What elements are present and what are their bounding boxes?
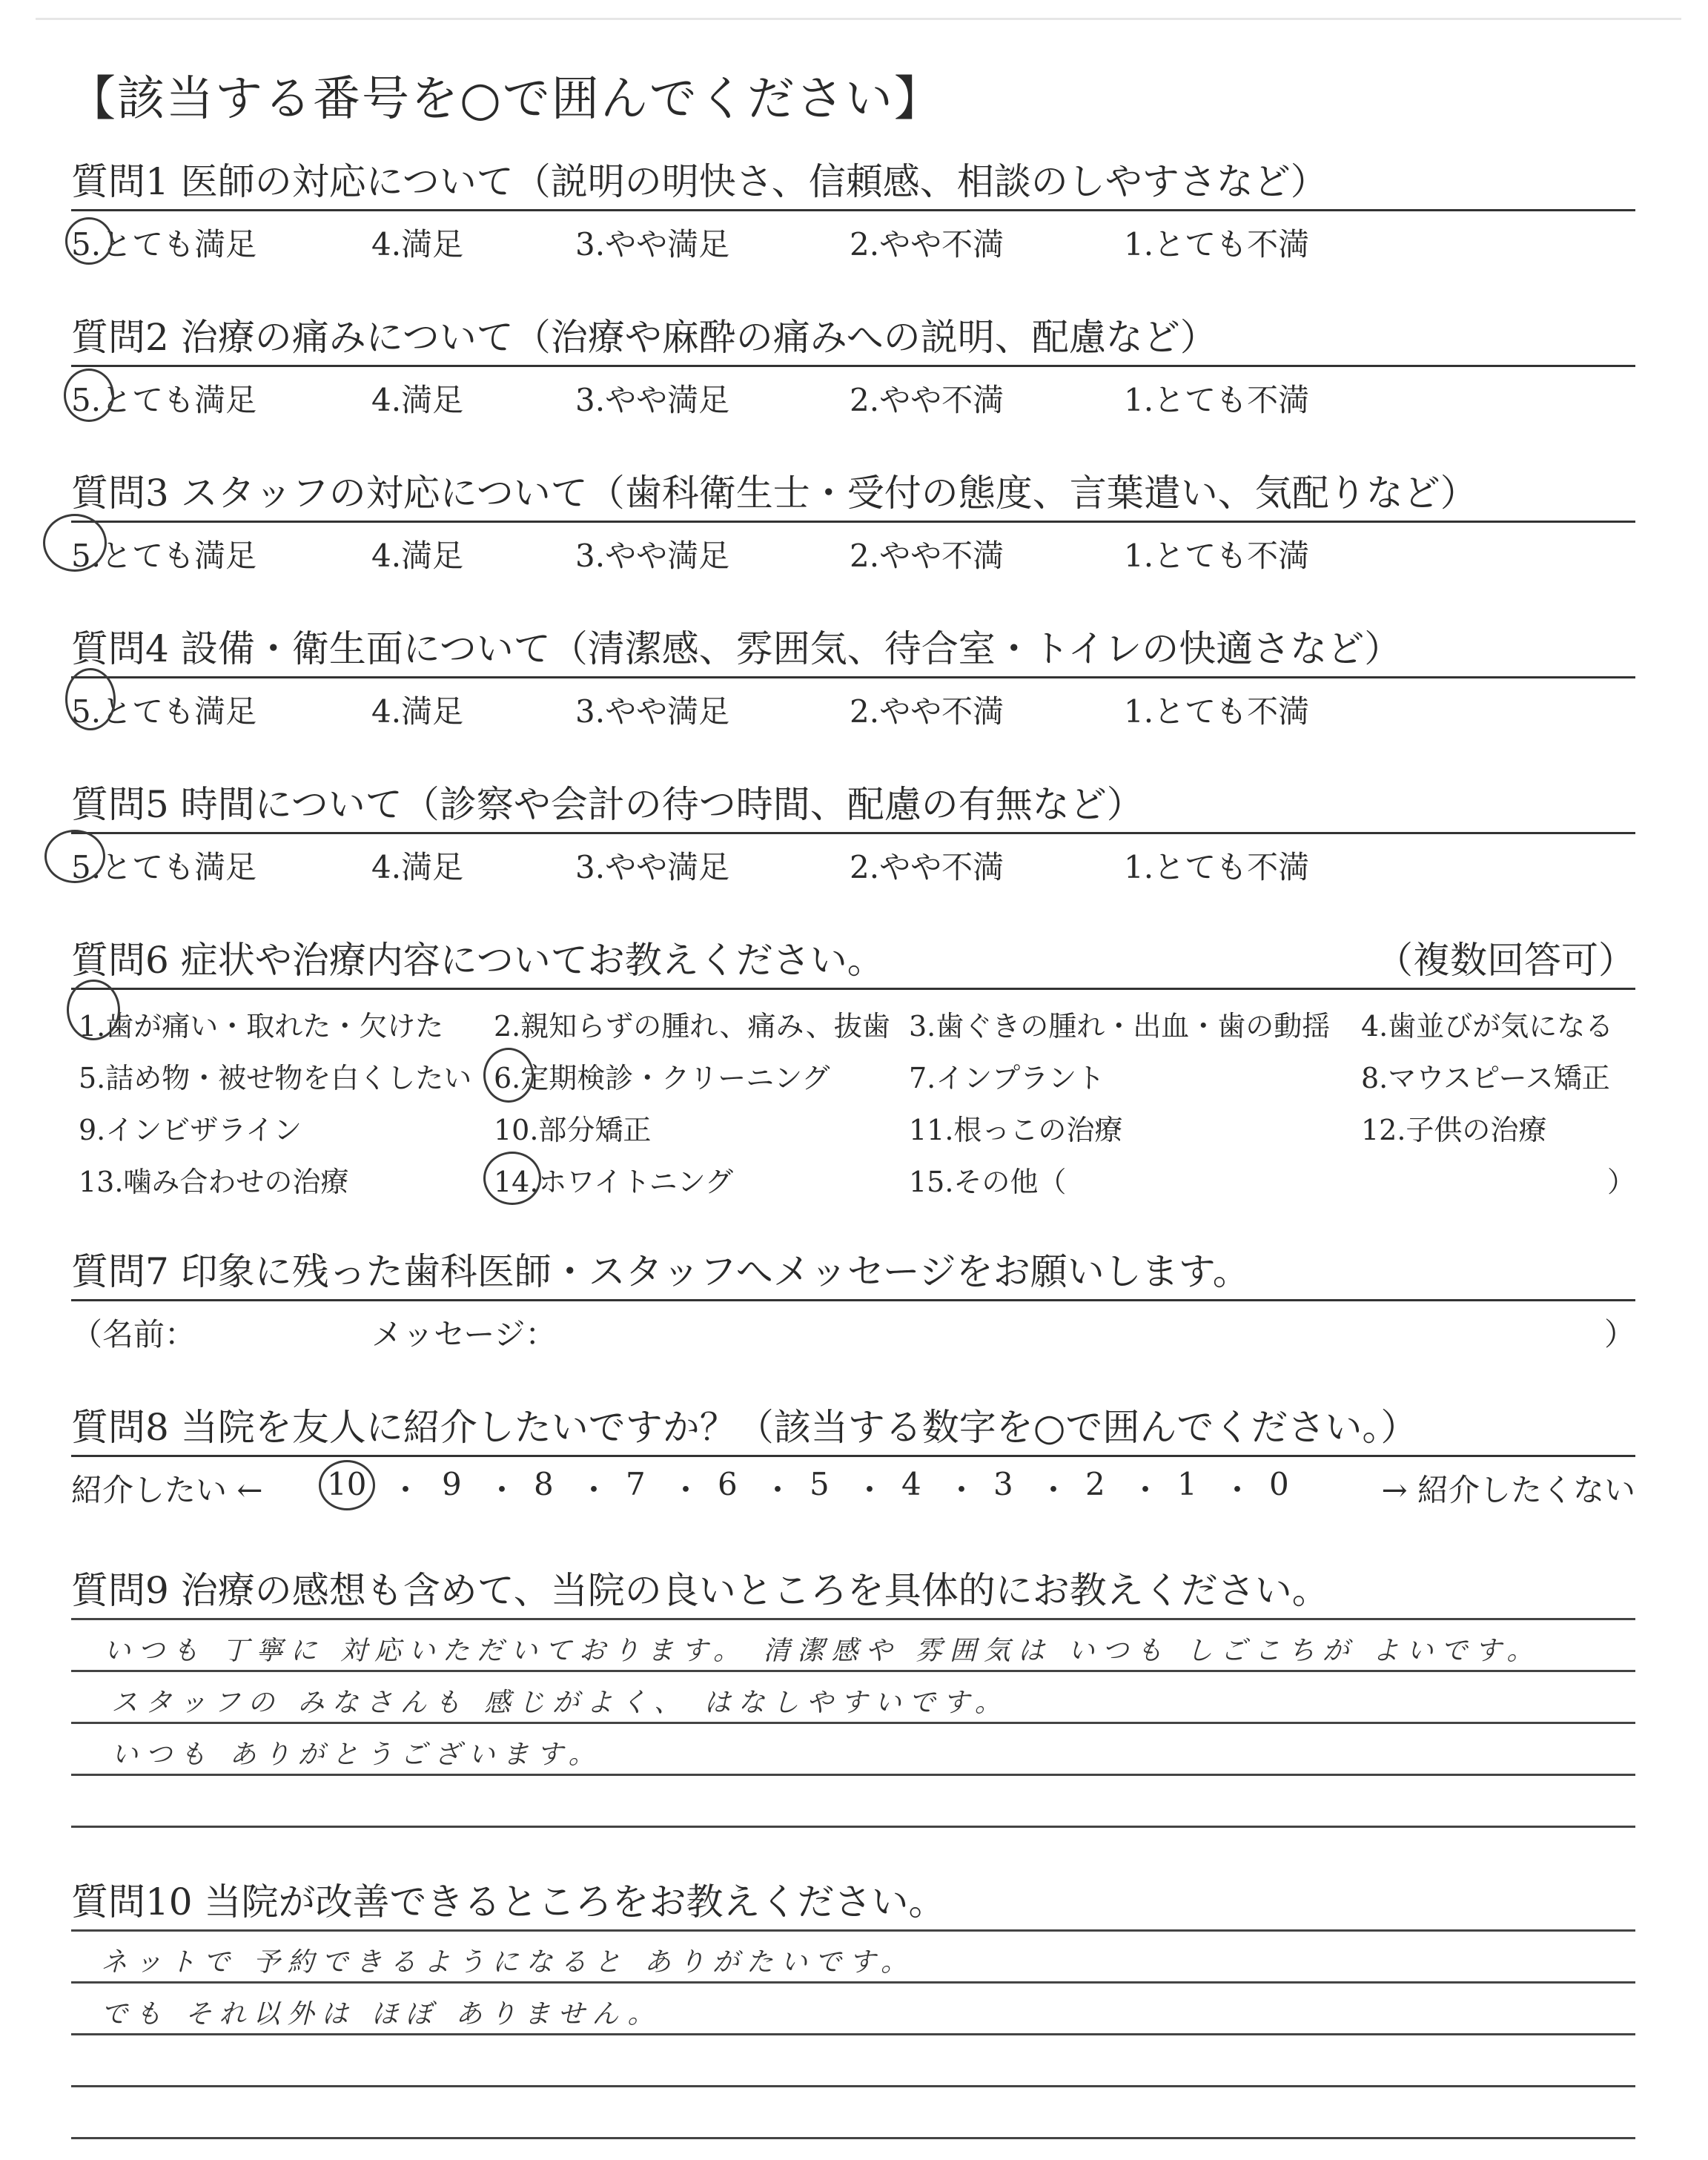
scale-right-label: → 紹介したくない: [1381, 1472, 1635, 1508]
option-3[interactable]: 3.やや満足: [575, 693, 730, 730]
scale-10[interactable]: 10: [327, 1466, 367, 1502]
multi-answer-note: （複数回答可）: [1376, 939, 1635, 982]
scale-dot: ・: [1222, 1472, 1254, 1508]
option-3[interactable]: 3.やや満足: [575, 382, 730, 418]
question-8: [71, 1401, 1635, 1510]
option-1[interactable]: 1.とても不満: [1124, 849, 1310, 885]
selection-circle: [483, 1152, 541, 1205]
question-text: 質問6 症状や治療内容についてお教えください。: [71, 939, 884, 982]
option-3[interactable]: 3.やや満足: [575, 226, 730, 262]
rating-options: [71, 678, 1635, 732]
scale-dot: ・: [390, 1472, 422, 1508]
selection-circle: [65, 668, 116, 730]
scale-dot: ・: [670, 1472, 702, 1508]
page-title: 【該当する番号を○で囲んでください】: [68, 72, 943, 127]
rating-options: [71, 367, 1635, 420]
selection-circle: [65, 217, 113, 265]
question-title: 質問3 スタッフの対応について（歯科衛生士・受付の態度、言葉遣い、気配りなど）: [71, 472, 1477, 515]
question-title: 質問9 治療の感想も含めて、当院の良いところを具体的にお教えください。: [71, 1569, 1329, 1612]
question-4: [71, 623, 1635, 732]
option-6[interactable]: 6.定期検診・クリーニング: [494, 1062, 830, 1094]
name-label: （名前：: [71, 1316, 196, 1353]
scale-dot: ・: [1038, 1472, 1070, 1508]
option-1[interactable]: 1.歯が痛い・取れた・欠けた: [79, 1010, 444, 1043]
message-row: [71, 1301, 1635, 1355]
option-4[interactable]: 4.歯並びが気になる: [1361, 1010, 1614, 1043]
scale-dot: ・: [1130, 1472, 1162, 1508]
option-14[interactable]: 14.ホワイトニング: [494, 1166, 734, 1198]
handwritten-answer: ネットで 予約できるようになると ありがたいです。: [101, 1947, 916, 1978]
question-5: [71, 779, 1635, 888]
scale-left-label: 紹介したい ←: [71, 1472, 263, 1508]
question-1: [71, 156, 1635, 265]
option-12[interactable]: 12.子供の治療: [1361, 1114, 1547, 1146]
option-5[interactable]: 5.とても満足: [71, 849, 257, 885]
recommend-scale: [71, 1457, 1635, 1510]
scale-7[interactable]: 7: [626, 1466, 646, 1502]
selection-circle: [319, 1460, 375, 1510]
option-1[interactable]: 1.とても不満: [1124, 693, 1310, 730]
question-2: [71, 311, 1635, 420]
scale-9[interactable]: 9: [442, 1466, 462, 1502]
question-title: 質問4 設備・衛生面について（清潔感、雰囲気、待合室・トイレの快適さなど）: [71, 627, 1402, 670]
scale-dot: ・: [762, 1472, 794, 1508]
rating-options: [71, 211, 1635, 265]
top-border: [36, 18, 1681, 20]
option-2[interactable]: 2.親知らずの腫れ、痛み、抜歯: [494, 1010, 890, 1043]
option-4[interactable]: 4.満足: [371, 226, 464, 262]
option-2[interactable]: 2.やや不満: [850, 849, 1004, 885]
option-11[interactable]: 11.根っこの治療: [909, 1114, 1123, 1146]
answer-line: [71, 1670, 1635, 1672]
question-title: 質問5 時間について（診察や会計の待つ時間、配慮の有無など）: [71, 783, 1144, 826]
option-7[interactable]: 7.インプラント: [909, 1062, 1105, 1094]
handwritten-answer: でも それ以外は ほぼ ありません。: [101, 1999, 662, 2029]
selection-circle: [64, 369, 114, 422]
scale-8[interactable]: 8: [534, 1466, 554, 1502]
question-title: [71, 934, 1635, 986]
scale-dot: ・: [578, 1472, 610, 1508]
option-1[interactable]: 1.とても不満: [1124, 538, 1310, 574]
question-10: [71, 1876, 1635, 2150]
answer-line: [71, 1618, 1635, 1620]
scale-2[interactable]: 2: [1085, 1466, 1105, 1502]
option-3[interactable]: 3.やや満足: [575, 538, 730, 574]
answer-line: [71, 1981, 1635, 1984]
close-paren: ）: [1603, 1316, 1635, 1353]
option-5[interactable]: 5.とても満足: [71, 693, 257, 730]
answer-line: [71, 2137, 1635, 2139]
handwritten-answer: スタッフの みなさんも 感じがよく、 はなしやすいです。: [111, 1688, 1009, 1718]
selection-circle: [43, 514, 107, 572]
option-4[interactable]: 4.満足: [371, 693, 464, 730]
answer-line: [71, 2085, 1635, 2087]
option-2[interactable]: 2.やや不満: [850, 693, 1004, 730]
option-5[interactable]: 5.とても満足: [71, 226, 257, 262]
rating-options: [71, 523, 1635, 576]
option-13[interactable]: 13.噛み合わせの治療: [79, 1166, 349, 1198]
option-4[interactable]: 4.満足: [371, 538, 464, 574]
rating-options: [71, 834, 1635, 888]
answer-line: [71, 2033, 1635, 2035]
close-paren: ）: [1606, 1166, 1635, 1198]
option-3[interactable]: 3.やや満足: [575, 849, 730, 885]
selection-circle: [44, 830, 105, 883]
option-3[interactable]: 3.歯ぐきの腫れ・出血・歯の動揺: [909, 1010, 1331, 1043]
answer-line: [71, 1826, 1635, 1828]
question-title: 質問8 当院を友人に紹介したいですか？（該当する数字を○で囲んでください。）: [71, 1406, 1418, 1449]
message-label: メッセージ：: [371, 1316, 557, 1353]
question-title: 質問7 印象に残った歯科医師・スタッフへメッセージをお願いします。: [71, 1250, 1250, 1293]
answer-area: [71, 1616, 1635, 1839]
option-1[interactable]: 1.とても不満: [1124, 226, 1310, 262]
option-5[interactable]: 5.とても満足: [71, 538, 257, 574]
option-8[interactable]: 8.マウスピース矯正: [1361, 1062, 1610, 1094]
answer-area: [71, 1928, 1635, 2150]
option-1[interactable]: 1.とても不満: [1124, 382, 1310, 418]
question-9: [71, 1565, 1635, 1839]
scale-dot: ・: [854, 1472, 886, 1508]
question-title: 質問10 当院が改善できるところをお教えください。: [71, 1880, 946, 1923]
answer-line: [71, 1722, 1635, 1724]
option-15[interactable]: 15.その他（: [909, 1166, 1067, 1198]
option-4[interactable]: 4.満足: [371, 849, 464, 885]
scale-5[interactable]: 5: [810, 1466, 830, 1502]
question-3: [71, 467, 1635, 576]
scale-6[interactable]: 6: [718, 1466, 738, 1502]
answer-line: [71, 1774, 1635, 1776]
question-title: 質問1 医師の対応について（説明の明快さ、信頼感、相談のしやすさなど）: [71, 160, 1328, 203]
option-4[interactable]: 4.満足: [371, 382, 464, 418]
answer-line: [71, 1929, 1635, 1932]
scale-1[interactable]: 1: [1177, 1466, 1197, 1502]
option-10[interactable]: 10.部分矯正: [494, 1114, 652, 1146]
option-2[interactable]: 2.やや不満: [850, 382, 1004, 418]
option-2[interactable]: 2.やや不満: [850, 226, 1004, 262]
question-title: 質問2 治療の痛みについて（治療や麻酔の痛みへの説明、配慮など）: [71, 316, 1217, 359]
option-9[interactable]: 9.インビザライン: [79, 1114, 302, 1146]
scale-4[interactable]: 4: [901, 1466, 921, 1502]
option-5[interactable]: 5.とても満足: [71, 382, 257, 418]
scale-3[interactable]: 3: [993, 1466, 1013, 1502]
scale-dot: ・: [946, 1472, 978, 1508]
handwritten-answer: いつも ありがとうございます。: [111, 1740, 603, 1770]
symptom-options: [71, 990, 1635, 1205]
option-2[interactable]: 2.やや不満: [850, 538, 1004, 574]
scale-dot: ・: [486, 1472, 518, 1508]
handwritten-answer: いつも 丁寧に 対応いただいております。 清潔感や 雰囲気は いつも しごこちが よいです。: [104, 1636, 1541, 1666]
option-5[interactable]: 5.詰め物・被せ物を白くしたい: [79, 1062, 472, 1094]
selection-circle: [483, 1048, 534, 1103]
question-7: [71, 1246, 1635, 1355]
question-6: [71, 934, 1635, 1205]
selection-circle: [67, 980, 120, 1040]
scale-0[interactable]: 0: [1269, 1466, 1289, 1502]
